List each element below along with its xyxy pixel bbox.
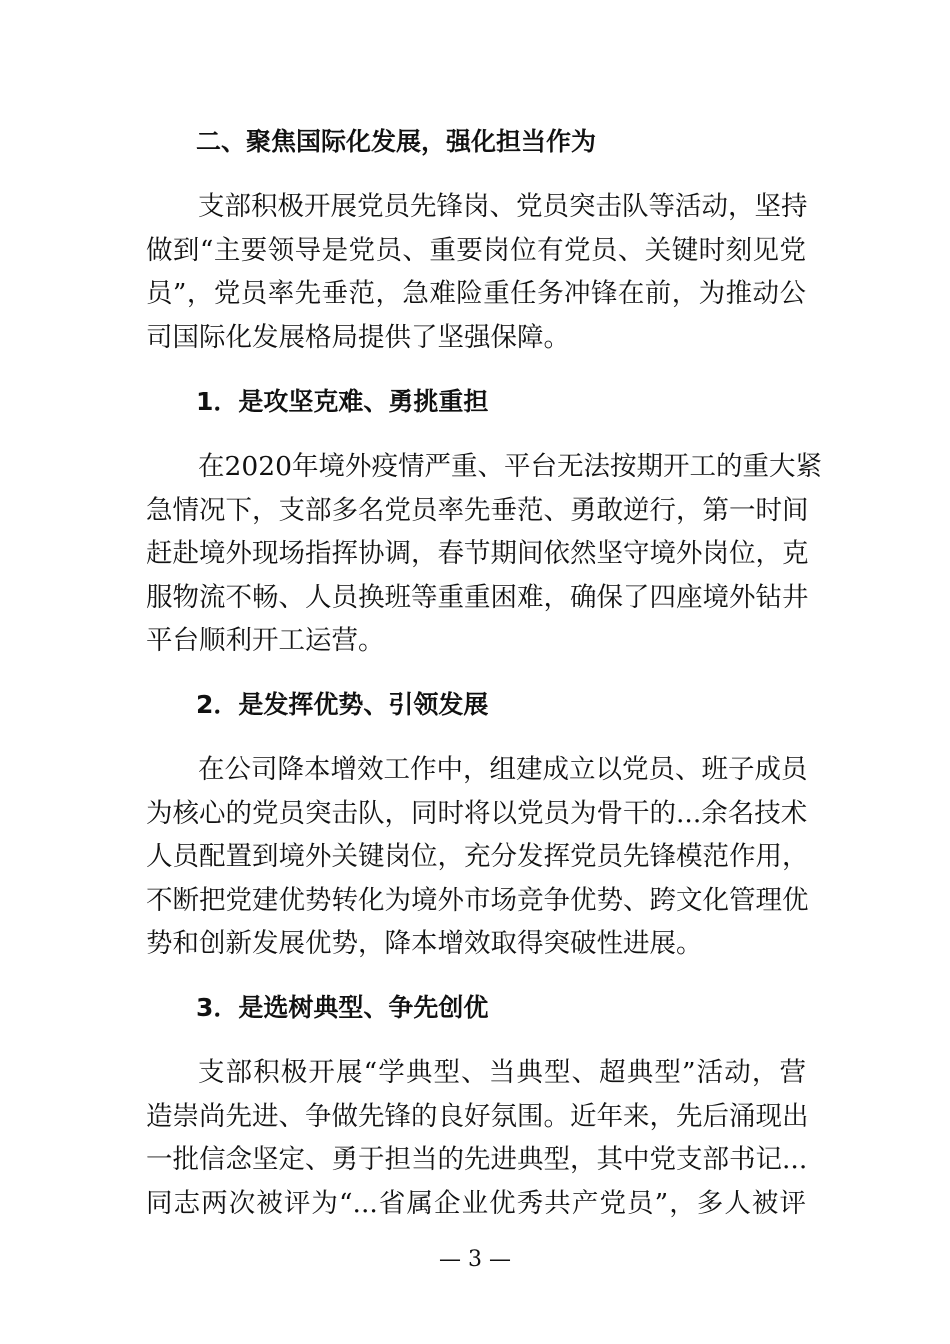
section-heading: 二、聚焦国际化发展，强化担当作为 [196,127,597,156]
item-1-heading: 1．是攻坚克难、勇挑重担 [196,387,489,416]
paragraph-line: 在2020年境外疫情严重、平台无法按期开工的重大紧 [198,451,822,482]
page-number: — 3 — [439,1247,511,1272]
paragraph-line: 员”，党员率先垂范，急难险重任务冲锋在前，为推动公 [146,278,806,309]
item-3-heading: 3．是选树典型、争先创优 [196,993,489,1022]
item-3-paragraph [146,1051,809,1225]
paragraph-line: 在公司降本增效工作中，组建成立以党员、班子成员 [198,754,808,785]
paragraph-line: 赶赴境外现场指挥协调，春节期间依然坚守境外岗位，克 [146,538,809,569]
paragraph-line: 急情况下，支部多名党员率先垂范、勇敢逆行，第一时间 [146,494,809,526]
paragraph-line: 为核心的党员突击队，同时将以党员为骨干的...余名技术 [146,797,808,829]
item-2-paragraph [146,748,809,966]
item-2-heading: 2．是发挥优势、引领发展 [196,690,489,719]
paragraph-line: 平台顺利开工运营。 [146,625,385,656]
paragraph-line: 人员配置到境外关键岗位，充分发挥党员先锋模范作用， [146,841,809,872]
intro-paragraph [146,185,806,359]
paragraph-line: 支部积极开展党员先锋岗、党员突击队等活动，坚持 [198,191,808,222]
paragraph-line: 同志两次被评为“...省属企业优秀共产党员”，多人被评 [146,1187,806,1219]
paragraph-line: 势和创新发展优势，降本增效取得突破性进展。 [146,928,703,959]
paragraph-line: 一批信念坚定、勇于担当的先进典型，其中党支部书记... [146,1144,808,1175]
paragraph-line: 不断把党建优势转化为境外市场竞争优势、跨文化管理优 [146,884,809,916]
paragraph-line: 造崇尚先进、争做先锋的良好氛围。近年来，先后涌现出 [146,1100,809,1132]
paragraph-line: 支部积极开展“学典型、当典型、超典型”活动，营 [198,1057,806,1088]
item-1-paragraph [146,445,822,663]
paragraph-line: 做到“主要领导是党员、重要岗位有党员、关键时刻见党 [146,234,806,266]
paragraph-line: 司国际化发展格局提供了坚强保障。 [146,321,570,353]
paragraph-line: 服物流不畅、人员换班等重重困难，确保了四座境外钻井 [146,581,809,613]
